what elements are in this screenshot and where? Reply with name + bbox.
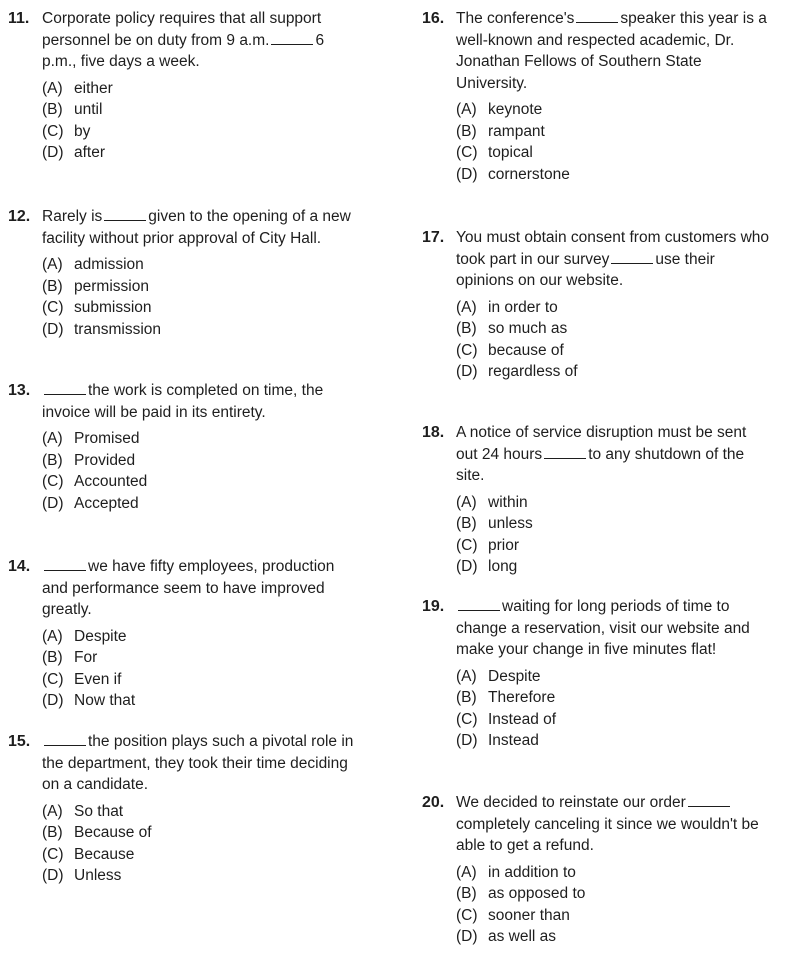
option-letter: (C): [42, 299, 64, 316]
question-14: [8, 556, 358, 712]
question-number: 11.: [8, 10, 30, 27]
question-15: [8, 731, 358, 887]
option-letter: (D): [42, 867, 64, 884]
option-letter: (C): [42, 845, 64, 863]
option-letter: (A): [42, 627, 63, 645]
question-stem: [8, 206, 358, 249]
option-c[interactable]: [456, 709, 772, 731]
option-d[interactable]: [456, 730, 772, 752]
question-number: 12.: [8, 208, 31, 225]
option-d[interactable]: [42, 142, 358, 164]
option-text: submission: [74, 299, 152, 316]
option-d[interactable]: [42, 493, 358, 515]
option-letter: (C): [456, 341, 478, 359]
option-text: Now that: [74, 692, 136, 709]
option-letter: (B): [456, 320, 477, 337]
option-text: as opposed to: [488, 885, 586, 902]
option-a[interactable]: [42, 428, 358, 450]
question-text: [42, 8, 358, 73]
option-letter: (B): [456, 515, 477, 532]
question-stem: [8, 8, 358, 73]
option-letter: (B): [42, 649, 63, 666]
option-b[interactable]: [456, 687, 772, 709]
option-a[interactable]: [456, 862, 772, 884]
option-a[interactable]: [42, 254, 358, 276]
question-text: [456, 596, 772, 661]
option-a[interactable]: [456, 297, 772, 319]
question-18: [422, 422, 772, 578]
option-letter: (A): [42, 256, 63, 273]
option-letter: (B): [42, 277, 63, 295]
answer-options: [422, 862, 772, 948]
question-stem: [422, 8, 772, 94]
option-text: Promised: [74, 430, 140, 447]
option-c[interactable]: [42, 121, 358, 143]
stem-before-blank: You must obtain consent from customers who took part in our survey: [456, 229, 770, 268]
option-a[interactable]: [42, 78, 358, 100]
option-letter: (C): [42, 473, 64, 490]
question-number: 18.: [422, 424, 445, 441]
option-text: so much as: [488, 320, 568, 337]
stem-after-blank: 6 p.m., five days a week.: [42, 31, 325, 70]
stem-before-blank: Corporate policy requires that all support personnel be on duty from 9 a.m.: [42, 10, 322, 49]
option-b[interactable]: [42, 99, 358, 121]
option-c[interactable]: [456, 905, 772, 927]
option-text: Unless: [74, 867, 122, 884]
option-letter: (D): [42, 494, 64, 512]
stem-after-blank: the position plays such a pivotal role in the department, they took their time deciding on a candidate.: [42, 733, 354, 793]
option-d[interactable]: [456, 556, 772, 578]
option-letter: (D): [456, 363, 478, 380]
answer-options: [8, 801, 358, 887]
option-text: sooner than: [488, 906, 570, 924]
option-b[interactable]: [456, 513, 772, 535]
answer-options: [8, 428, 358, 514]
option-d[interactable]: [42, 690, 358, 712]
answer-options: [8, 626, 358, 712]
question-number: 16.: [422, 10, 445, 27]
answer-options: [422, 666, 772, 752]
question-stem: [422, 596, 772, 661]
option-letter: (A): [42, 430, 63, 447]
stem-after-blank: completely canceling it since we wouldn't be able to get a refund.: [456, 815, 759, 854]
question-number: 14.: [8, 558, 31, 575]
option-text: Instead: [488, 732, 539, 749]
option-text: Because: [74, 845, 135, 863]
question-13: [8, 380, 358, 514]
stem-after-blank: speaker this year is a well-known and respected academic, Dr. Jonathan Fellows of Southern State University.: [456, 10, 767, 92]
option-text: prior: [488, 536, 520, 554]
option-a[interactable]: [456, 666, 772, 688]
option-letter: (D): [42, 320, 64, 338]
option-c[interactable]: [42, 844, 358, 866]
option-letter: (B): [42, 101, 63, 118]
option-letter: (A): [456, 667, 477, 685]
option-b[interactable]: [42, 647, 358, 669]
question-number: 17.: [422, 229, 445, 246]
option-text: permission: [74, 277, 149, 295]
option-letter: (A): [42, 802, 63, 820]
answer-blank: [544, 446, 586, 459]
question-number: 20.: [422, 794, 445, 811]
question-11: [8, 8, 358, 164]
option-letter: (A): [42, 79, 63, 97]
option-letter: (B): [42, 451, 63, 469]
option-letter: (B): [456, 122, 477, 140]
option-b[interactable]: [456, 883, 772, 905]
option-text: admission: [74, 256, 144, 273]
question-number: 15.: [8, 733, 31, 750]
option-b[interactable]: [42, 450, 358, 472]
option-text: as well as: [488, 928, 557, 945]
question-text: [456, 792, 772, 857]
option-letter: (C): [456, 144, 478, 161]
option-letter: (B): [456, 689, 477, 706]
question-16: [422, 8, 772, 185]
question-text: [456, 227, 772, 292]
option-d[interactable]: [456, 164, 772, 186]
option-letter: (D): [456, 928, 478, 945]
answer-options: [8, 78, 358, 164]
stem-after-blank: waiting for long periods of time to change a reservation, visit our website and make your change in five minutes flat!: [456, 598, 750, 658]
option-text: in order to: [488, 298, 558, 316]
question-20: [422, 792, 772, 948]
stem-after-blank: given to the opening of a new facility without prior approval of City Hall.: [42, 208, 351, 247]
option-b[interactable]: [456, 121, 772, 143]
option-letter: (B): [456, 885, 477, 902]
option-d[interactable]: [456, 926, 772, 948]
option-letter: (D): [42, 144, 64, 161]
option-text: in addition to: [488, 863, 576, 881]
question-text: [42, 731, 358, 796]
option-text: either: [74, 79, 113, 97]
option-text: Instead of: [488, 710, 557, 728]
question-text: [42, 556, 358, 621]
option-text: cornerstone: [488, 165, 570, 183]
option-d[interactable]: [456, 361, 772, 383]
option-letter: (A): [456, 298, 477, 316]
question-text: [42, 380, 358, 423]
answer-blank: [44, 558, 86, 571]
option-text: Provided: [74, 451, 136, 469]
option-c[interactable]: [42, 669, 358, 691]
option-text: transmission: [74, 320, 161, 338]
question-text: [456, 8, 772, 94]
option-text: topical: [488, 144, 533, 161]
option-text: regardless of: [488, 363, 578, 380]
option-b[interactable]: [42, 822, 358, 844]
option-text: For: [74, 649, 98, 666]
answer-blank: [271, 32, 313, 45]
option-c[interactable]: [456, 535, 772, 557]
option-text: within: [488, 493, 528, 511]
question-number: 19.: [422, 598, 445, 615]
question-text: [42, 206, 358, 249]
stem-after-blank: the work is completed on time, the invoice will be paid in its entirety.: [42, 382, 324, 421]
option-letter: (D): [456, 558, 478, 575]
option-text: rampant: [488, 122, 545, 140]
option-text: unless: [488, 515, 533, 532]
option-letter: (A): [456, 493, 477, 511]
option-letter: (D): [456, 732, 478, 749]
question-text: [456, 422, 772, 487]
option-letter: (C): [456, 536, 478, 554]
answer-options: [422, 297, 772, 383]
stem-before-blank: Rarely is: [42, 208, 103, 225]
answer-blank: [576, 10, 618, 23]
answer-options: [8, 254, 358, 340]
option-text: Therefore: [488, 689, 556, 706]
answer-blank: [104, 208, 146, 221]
option-c[interactable]: [456, 142, 772, 164]
question-stem: [8, 556, 358, 621]
option-text: after: [74, 144, 106, 161]
question-17: [422, 227, 772, 383]
option-b[interactable]: [456, 318, 772, 340]
answer-options: [422, 99, 772, 185]
option-letter: (C): [456, 710, 478, 728]
option-text: by: [74, 122, 91, 140]
option-text: until: [74, 101, 103, 118]
option-a[interactable]: [456, 99, 772, 121]
stem-before-blank: The conference's: [456, 10, 575, 27]
answer-blank: [688, 794, 730, 807]
option-text: Despite: [74, 627, 127, 645]
option-d[interactable]: [42, 865, 358, 887]
option-text: because of: [488, 341, 564, 359]
stem-after-blank: to any shutdown of the site.: [456, 445, 745, 484]
option-letter: (D): [456, 165, 478, 183]
answer-blank: [44, 382, 86, 395]
option-text: Despite: [488, 667, 541, 685]
question-stem: [8, 380, 358, 423]
option-text: So that: [74, 802, 124, 820]
question-number: 13.: [8, 382, 31, 399]
option-letter: (C): [42, 670, 64, 688]
option-letter: (C): [42, 122, 64, 140]
question-12: [8, 206, 358, 340]
option-text: Accepted: [74, 494, 139, 512]
option-c[interactable]: [456, 340, 772, 362]
stem-after-blank: use their opinions on our website.: [456, 250, 715, 289]
question-stem: [422, 792, 772, 857]
option-text: Even if: [74, 670, 122, 688]
option-c[interactable]: [42, 471, 358, 493]
option-letter: (C): [456, 906, 478, 924]
option-text: Accounted: [74, 473, 148, 490]
option-letter: (A): [456, 101, 477, 118]
option-letter: (B): [42, 824, 63, 841]
option-text: keynote: [488, 101, 543, 118]
option-c[interactable]: [42, 297, 358, 319]
answer-blank: [611, 251, 653, 264]
question-stem: [422, 227, 772, 292]
option-letter: (D): [42, 692, 64, 709]
answer-blank: [458, 598, 500, 611]
option-a[interactable]: [456, 492, 772, 514]
stem-before-blank: We decided to reinstate our order: [456, 794, 686, 811]
question-stem: [8, 731, 358, 796]
option-a[interactable]: [42, 801, 358, 823]
answer-options: [422, 492, 772, 578]
answer-blank: [44, 733, 86, 746]
option-d[interactable]: [42, 319, 358, 341]
stem-before-blank: A notice of service disruption must be sent out 24 hours: [456, 424, 747, 463]
question-19: [422, 596, 772, 752]
option-b[interactable]: [42, 276, 358, 298]
stem-after-blank: we have fifty employees, production and performance seem to have improved greatly.: [42, 558, 335, 618]
question-stem: [422, 422, 772, 487]
option-text: Because of: [74, 824, 152, 841]
option-letter: (A): [456, 863, 477, 881]
option-text: long: [488, 558, 518, 575]
option-a[interactable]: [42, 626, 358, 648]
